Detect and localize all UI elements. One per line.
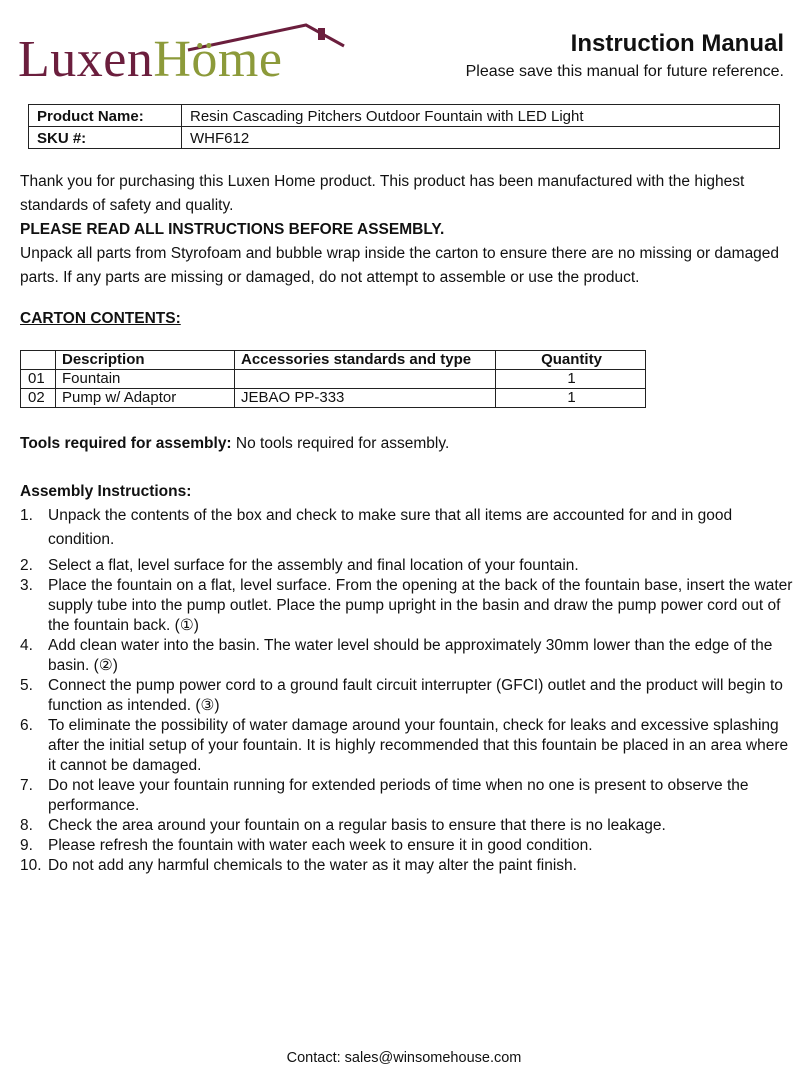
list-item (20, 836, 795, 856)
col-header-accessories: Accessories standards and type (235, 351, 496, 370)
table-row (21, 370, 646, 389)
table-row (29, 105, 780, 127)
table-header-row (21, 351, 646, 370)
step-number: 5. (20, 677, 33, 694)
step-number: 4. (20, 637, 33, 654)
product-name-value: Resin Cascading Pitchers Outdoor Fountain with LED Light (182, 105, 780, 127)
step-text: Add clean water into the basin. The water level should be approximately 30mm lower than the edge of the basin. (②) (48, 637, 773, 674)
table-row (29, 127, 780, 149)
product-info-table (28, 104, 780, 149)
step-number: 9. (20, 837, 33, 854)
step-text: Do not add any harmful chemicals to the water as it may alter the paint finish. (48, 857, 577, 874)
cell-description: Pump w/ Adaptor (56, 389, 235, 408)
cell-description: Fountain (56, 370, 235, 389)
step-text: To eliminate the possibility of water damage around your fountain, check for leaks and excessive splashing after the initial setup of your fountain. It is highly recommended that this fountain be placed in an area where it cannot be damaged. (48, 717, 789, 774)
step-number: 1. (20, 507, 33, 524)
brand-name-part2: Höme (153, 31, 283, 88)
step-number: 3. (20, 577, 33, 594)
cell-accessories (235, 370, 496, 389)
tools-value: No tools required for assembly. (235, 435, 450, 452)
list-item (20, 556, 795, 576)
col-header-description: Description (56, 351, 235, 370)
table-row (21, 389, 646, 408)
intro-warning: PLEASE READ ALL INSTRUCTIONS BEFORE ASSEMBLY. (20, 221, 445, 238)
step-text: Please refresh the fountain with water each week to ensure it in good condition. (48, 837, 593, 854)
list-item (20, 856, 795, 876)
brand-name-part1: Luxen (18, 31, 154, 88)
carton-heading: CARTON CONTENTS: (20, 310, 181, 327)
tools-line (20, 432, 795, 456)
carton-contents-table (20, 350, 646, 408)
assembly-steps-list (20, 504, 795, 876)
step-number: 10. (20, 857, 42, 874)
step-text: Select a flat, level surface for the assembly and final location of your fountain. (48, 557, 579, 574)
list-item (20, 816, 795, 836)
cell-accessories: JEBAO PP-333 (235, 389, 496, 408)
footer-contact: Contact: sales@winsomehouse.com (286, 1050, 522, 1066)
intro-thanks: Thank you for purchasing this Luxen Home product. This product has been manufactured with the highest standards of safety and quality. (20, 173, 745, 214)
list-item (20, 504, 795, 552)
cell-quantity: 1 (496, 389, 646, 408)
step-number: 7. (20, 777, 33, 794)
cell-index: 01 (21, 370, 56, 389)
page-title: Instruction Manual (570, 30, 784, 57)
assembly-heading: Assembly Instructions: (20, 483, 192, 500)
intro-unpack: Unpack all parts from Styrofoam and bubble wrap inside the carton to ensure there are no missing or damaged parts. If any parts are missing or damaged, do not attempt to assemble or use the product. (20, 245, 780, 286)
page-subtitle: Please save this manual for future reference. (465, 63, 784, 80)
brand-name (18, 32, 282, 88)
step-number: 8. (20, 817, 33, 834)
cell-quantity: 1 (496, 370, 646, 389)
list-item (20, 576, 795, 636)
list-item (20, 636, 795, 676)
list-item (20, 716, 795, 776)
sku-value: WHF612 (182, 127, 780, 149)
product-name-label: Product Name: (29, 105, 182, 127)
step-text: Place the fountain on a flat, level surface. From the opening at the back of the fountain base, insert the water supply tube into the pump outlet. Place the pump upright in the basin and draw the pump power cord out of the fountain back. (①) (48, 577, 793, 634)
cell-index: 02 (21, 389, 56, 408)
brand-logo (18, 22, 338, 88)
step-number: 2. (20, 557, 33, 574)
step-number: 6. (20, 717, 33, 734)
step-text: Unpack the contents of the box and check to make sure that all items are accounted for and in good condition. (48, 507, 733, 548)
col-header-index (21, 351, 56, 370)
list-item (20, 776, 795, 816)
step-text: Connect the pump power cord to a ground fault circuit interrupter (GFCI) outlet and the product will begin to function as intended. (③) (48, 677, 783, 714)
list-item (20, 676, 795, 716)
step-text: Do not leave your fountain running for extended periods of time when no one is present to observe the performance. (48, 777, 749, 814)
sku-label: SKU #: (29, 127, 182, 149)
tools-label: Tools required for assembly: (20, 435, 232, 452)
col-header-quantity: Quantity (496, 351, 646, 370)
step-text: Check the area around your fountain on a regular basis to ensure that there is no leakage. (48, 817, 666, 834)
